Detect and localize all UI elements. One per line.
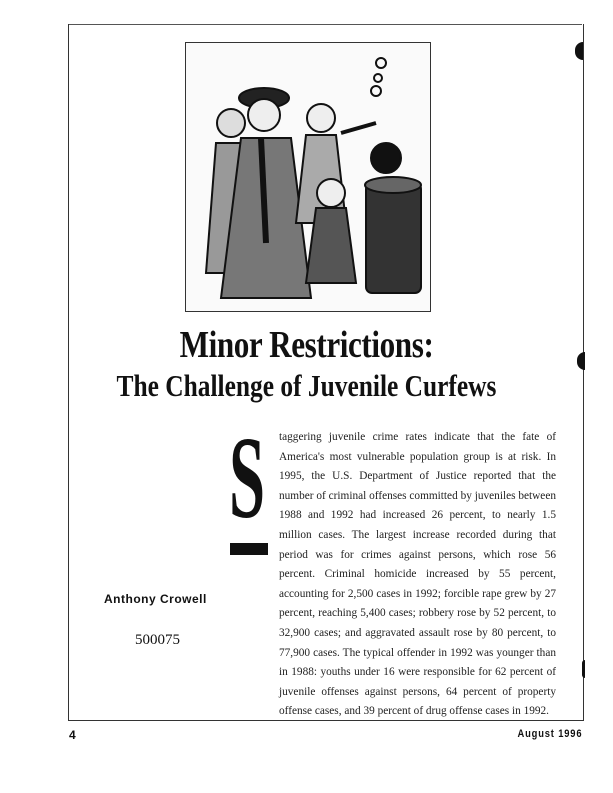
article-body: taggering juvenile crime rates indicate that the fate of America's most vulnerable population group is at risk. In 1995, the U.S. Department of Justice reported that the number of criminal offenses committed by juveniles between 1988 and 1992 had increased 26 percent, to nearly 1.5 million cases. The largest increase recorded during that period was for crimes against persons, which rose 56 percent. Criminal homicide increased by 55 percent, accounting for 2,500 cases in 1992; forcible rape grew by 27 percent, reaching 5,400 cases; robbery rose by 52 percent, to 32,900 cases; and aggravated assault rose by 80 percent, to 77,900 cases. The typical offender in 1992 was younger than in 1988: youths under 16 were responsible for 62 percent of juvenile offenses against persons, 64 percent of property offense cases, and 39 percent of drug offense cases in 1992.: [279, 431, 556, 718]
drop-cap: S: [229, 412, 266, 543]
issue-date: August 1996: [517, 728, 582, 740]
illustration: [185, 42, 431, 312]
article-subtitle: The Challenge of Juvenile Curfews: [116, 368, 497, 403]
binding-hole-mark: [582, 660, 585, 678]
drop-cap-bar: [230, 543, 268, 555]
juvenile-gang-illustration: [186, 43, 430, 311]
page-number: 4: [69, 728, 76, 742]
author-byline: Anthony Crowell: [104, 592, 207, 606]
binding-hole-mark: [577, 352, 585, 370]
document-code: 500075: [135, 632, 180, 648]
article-title: Minor Restrictions:: [179, 324, 434, 366]
binding-hole-mark: [575, 42, 583, 60]
